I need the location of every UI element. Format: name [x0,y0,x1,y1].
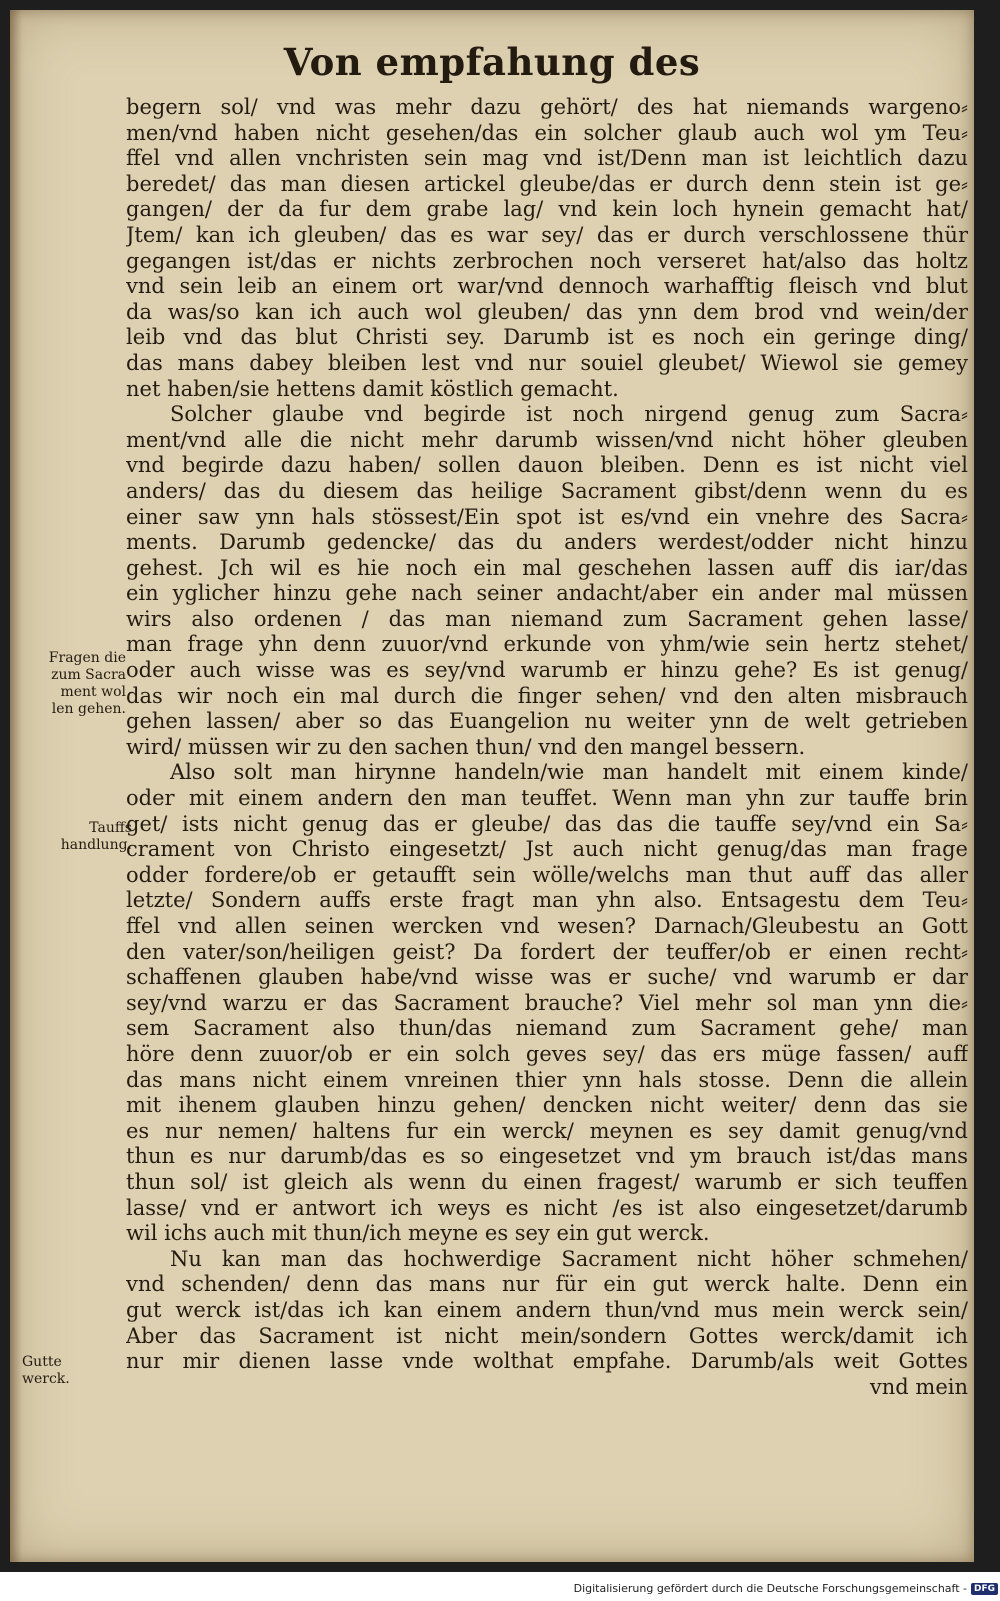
text-line: thun es nur darumb/das es so eingesetzet vnd ym brauch ist/das mans [126,1144,968,1169]
text-line: da was/so kan ich auch wol gleuben/ das ynn dem brod vnd wein/der [126,299,968,324]
text-line: ffel vnd allen vnchristen sein mag vnd ist/Denn man ist leichtlich dazu [126,146,968,171]
text-line: höre denn zuuor/ob er ein solch geves sey/ das ers müge fassen/ auff [126,1041,968,1066]
text-line: Jtem/ kan ich gleuben/ das es war sey/ das er durch verschlossene thür [126,222,968,247]
text-line: ment/vnd alle die nicht mehr darumb wissen/vnd nicht höher gleuben [126,427,968,452]
text-line: man frage yhn denn zuuor/vnd erkunde von yhm/wie sein hertz stehet/ [126,632,968,657]
text-line: Also solt man hirynne handeln/wie man handelt mit einem kinde/ [170,760,968,785]
text-line: gangen/ der da fur dem grabe lag/ vnd kein loch hynein gemacht hat/ [126,197,968,222]
book-page [10,10,974,1562]
dfg-logo: DFG [971,1583,998,1595]
text-line: schaffenen glauben habe/vnd wisse was er suche/ vnd warumb er dar [126,965,968,990]
text-line: vnd schenden/ denn das mans nur für ein gut werck halte. Denn ein [126,1272,968,1297]
page-title: Von empfahung des [283,40,701,84]
text-line: wird/ müssen wir zu den sachen thun/ vnd den mangel bessern. [126,734,806,759]
text-line: odder fordere/ob er getaufft sein wölle/welchs man thut auff das aller [126,862,968,887]
text-line: nur mir dienen lasse vnde wolthat empfahe. Darumb/als weit Gottes [126,1349,968,1374]
text-line: Nu kan man das hochwerdige Sacrament nicht höher schmehen/ [170,1246,968,1271]
digitization-footer [574,1582,998,1595]
text-line: gehen lassen/ aber so das Euangelion nu weiter ynn de welt getrieben [126,709,968,734]
text-line: leib vnd das blut Christi sey. Darumb ist es noch ein geringe ding/ [126,325,968,350]
text-line: anders/ das du diesem das heilige Sacrament gibst/denn wenn du es [126,478,968,503]
text-line: get/ ists nicht genug das er gleube/ das das die tauffe sey/vnd ein Sa⸗ [126,811,968,836]
footer-text: Digitalisierung gefördert durch die Deutsche Forschungsgemeinschaft - [573,1582,967,1595]
text-line: vnd sein leib an einem ort war/vnd dennoch warhafftig fleisch vnd blut [126,274,968,299]
text-line: sem Sacrament also thun/das niemand zum Sacrament gehe/ man [126,1016,968,1041]
text-line: einer saw ynn hals stössest/Ein spot ist es/vnd ein vnehre des Sacra⸗ [126,504,968,529]
text-line: das mans nicht einem vnreinen thier ynn hals stosse. Denn die allein [126,1067,968,1092]
text-line: beredet/ das man diesen artickel gleube/das er durch denn stein ist ge⸗ [126,171,968,196]
text-line: das wir noch ein mal durch die finger sehen/ vnd den alten misbrauch [126,683,968,708]
body-text [126,95,968,1400]
text-line: begern sol/ vnd was mehr dazu gehört/ des hat niemands wargeno⸗ [126,95,968,119]
text-line: letzte/ Sondern auffs erste fragt man yhn also. Entsagestu dem Teu⸗ [126,888,968,913]
margin-note-gutte-werck: Gutte werck. [22,1354,70,1387]
text-line: oder mit einem andern den man teuffet. Wenn man yhn zur tauffe brin [126,786,968,811]
text-line: oder auch wisse was es sey/vnd warumb er hinzu gehe? Es ist genug/ [126,658,968,683]
text-line: mit ihenem glauben hinzu gehen/ dencken nicht weiter/ denn das sie [126,1093,968,1118]
text-line: thun sol/ ist gleich als wenn du einen fragest/ warumb er sich teuffen [126,1169,968,1194]
text-line: ein yglicher hinzu gehe nach seiner andacht/aber ein ander mal müssen [126,581,968,606]
text-line: gegangen ist/das er nichts zerbrochen noch verseret hat/also das holtz [126,248,968,273]
text-line: wil ichs auch mit thun/ich meyne es sey ein gut werck. [126,1221,710,1246]
text-line: vnd mein [869,1374,968,1399]
text-line: den vater/son/heiligen geist? Da fordert der teuffer/ob er einen recht⸗ [126,939,968,964]
text-line: sey/vnd warzu er das Sacrament brauche? Viel mehr sol man ynn die⸗ [126,990,968,1015]
text-line: Solcher glaube vnd begirde ist noch nirgend genug zum Sacra⸗ [170,402,968,427]
text-line: gut werck ist/das ich kan einem andern thun/vnd mus mein werck sein/ [126,1297,968,1322]
text-line: ffel vnd allen seinen wercken vnd wesen? Darnach/Gleubestu an Gott [126,914,968,938]
text-line: net haben/sie hettens damit köstlich gemacht. [126,376,619,401]
text-line: lasse/ vnd er antwort ich weys es nicht /es ist also eingesetzet/darumb [126,1195,968,1220]
text-line: vnd begirde dazu haben/ sollen dauon bleiben. Denn es ist nicht viel [126,453,968,478]
text-line: das mans dabey bleiben lest vnd nur souiel gleubet/ Wiewol sie gemey [126,350,968,375]
text-line: Aber das Sacrament ist nicht mein/sondern Gottes werck/damit ich [126,1323,968,1348]
text-line: crament von Christo eingesetzt/ Jst auch nicht genug/das man frage [126,837,968,862]
margin-note-tauffs: Tauffs handlung. [60,820,132,853]
text-line: wirs also ordenen / das man niemand zum Sacrament gehen lasse/ [126,606,968,631]
text-line: men/vnd haben nicht gesehen/das ein solcher glaub auch wol ym Teu⸗ [126,120,968,145]
text-line: es nur nemen/ haltens fur ein werck/ meynen es sey damit genug/vnd [126,1118,968,1143]
margin-note-fragen: Fragen die zum Sacra ment wol len gehen. [48,650,126,717]
text-line: ments. Darumb gedencke/ das du anders werdest/odder nicht hinzu [126,530,968,555]
text-line: gehest. Jch wil es hie noch ein mal geschehen lassen auff dis iar/das [126,555,968,580]
